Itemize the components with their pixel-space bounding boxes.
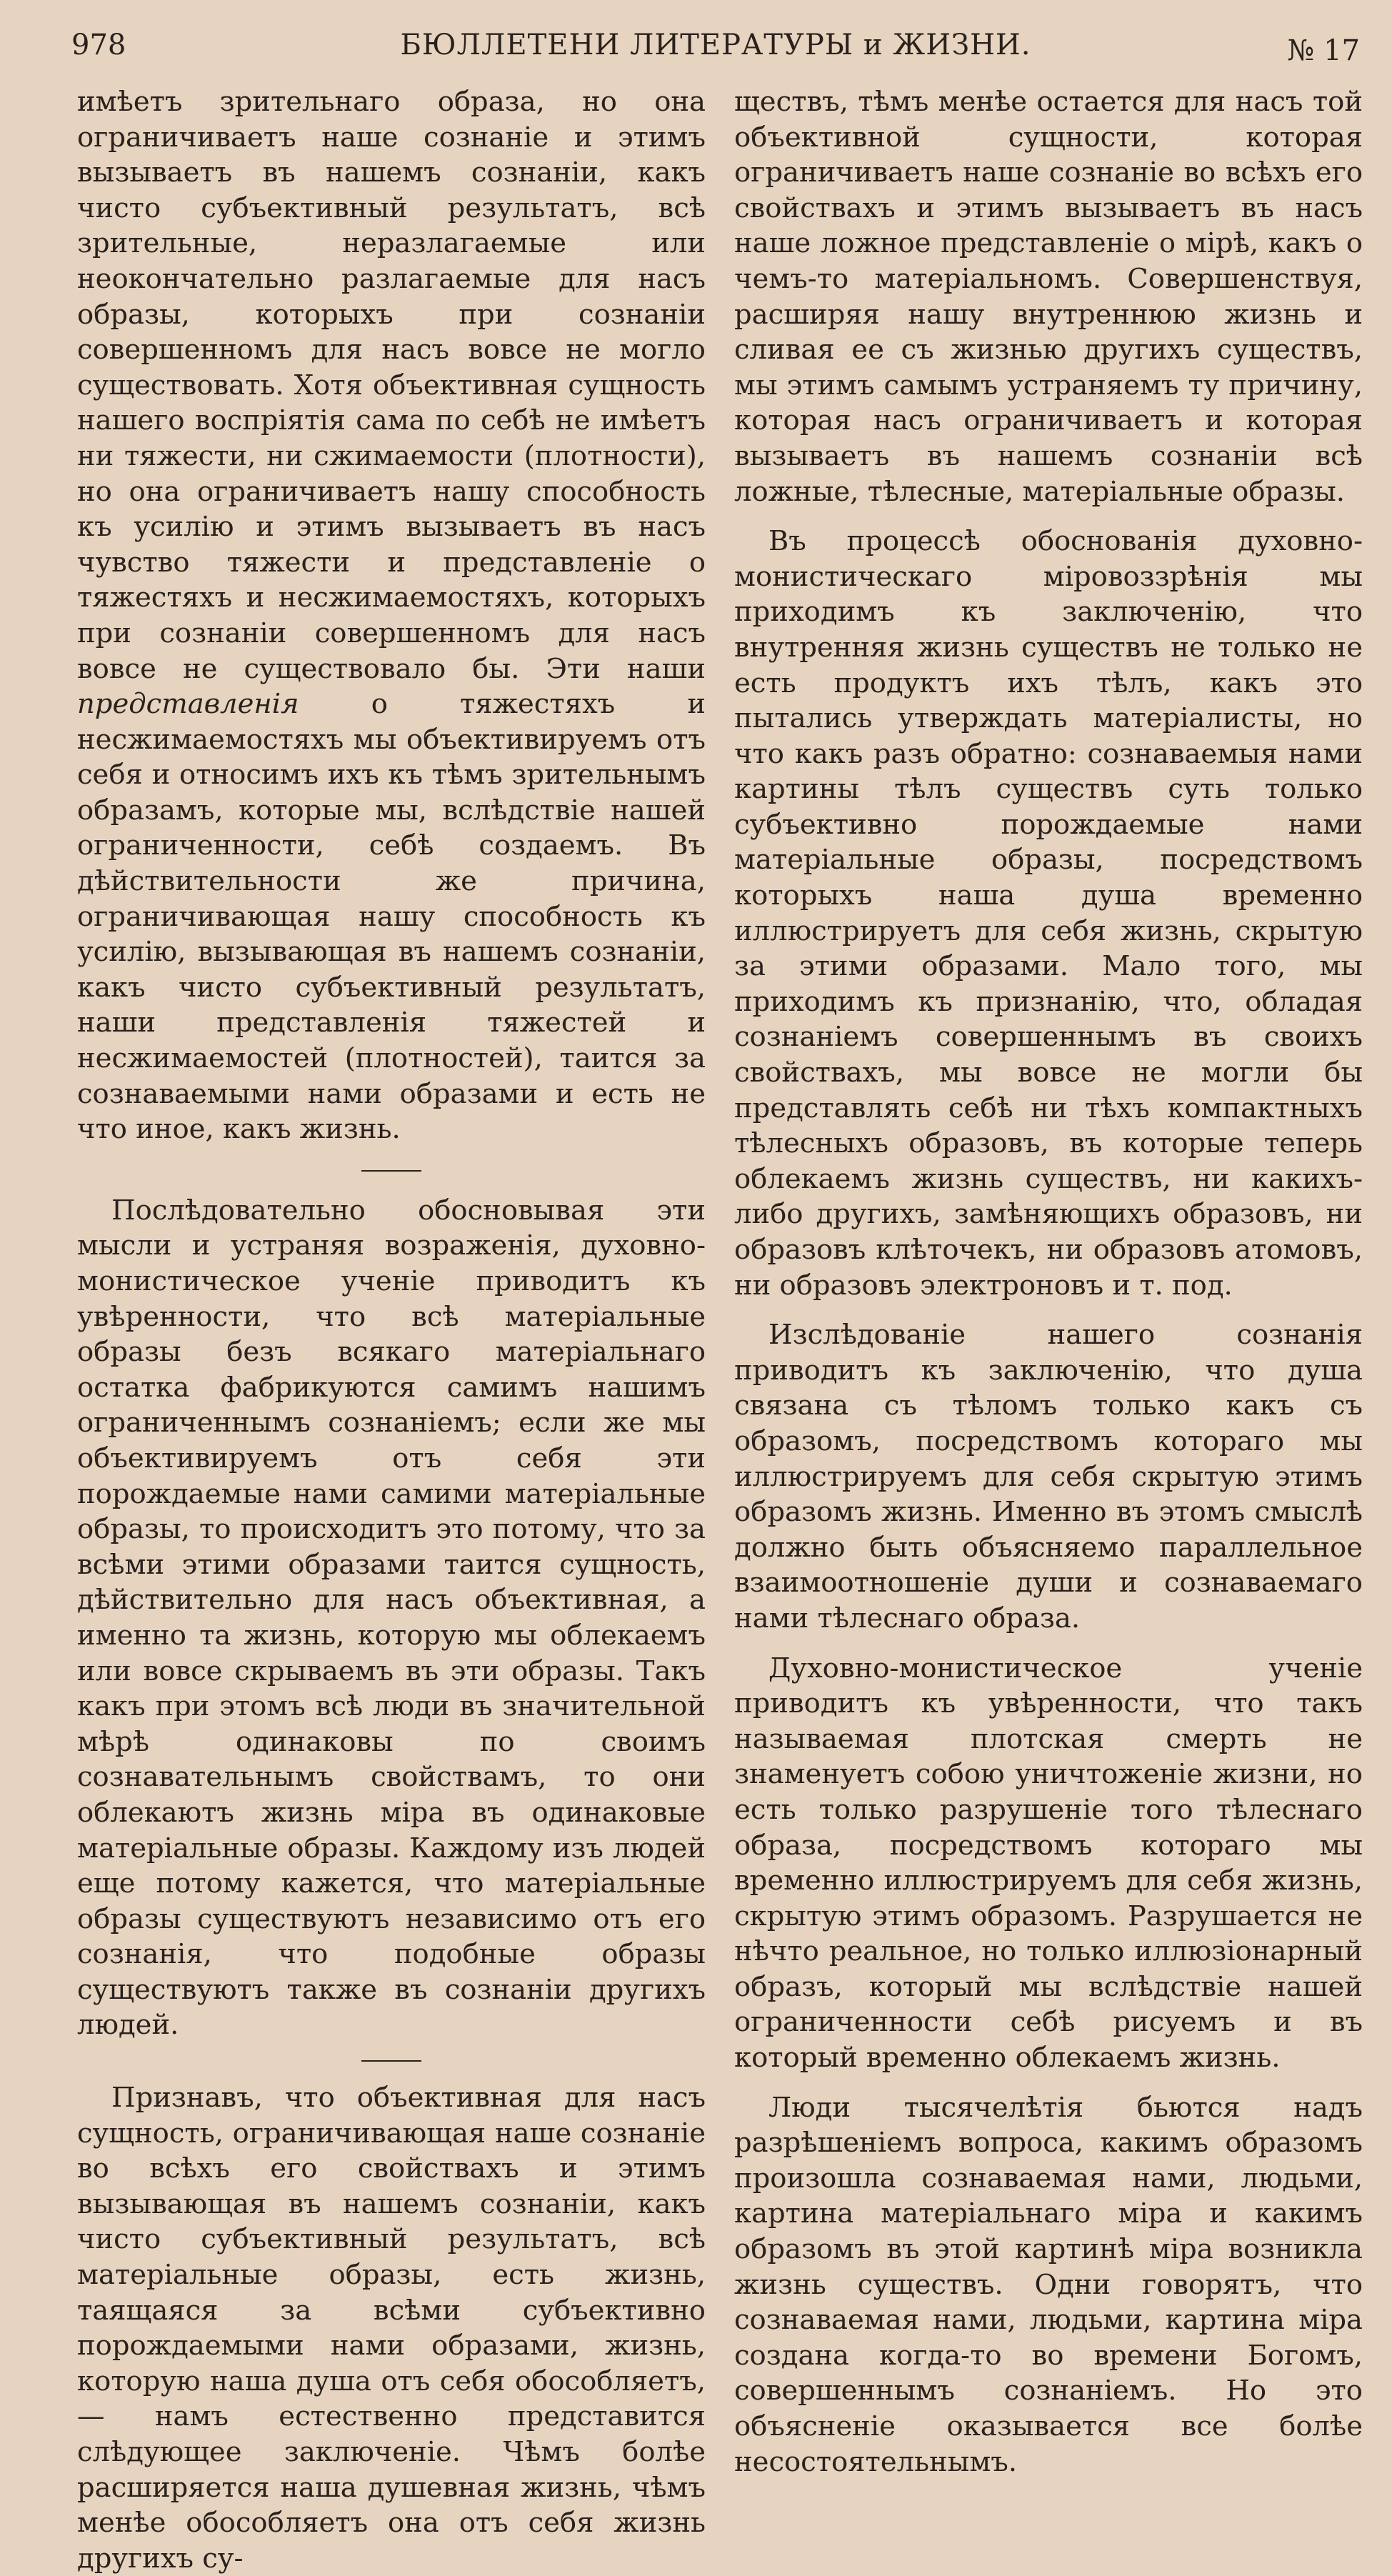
- page-number: 978: [71, 29, 126, 61]
- paragraph: Изслѣдованіе нашего сознанія приводитъ къ заключенію, что душа связана съ тѣломъ только какъ съ образомъ, посредствомъ котораго мы иллюстрируемъ для себя скрытую этимъ образомъ жизнь. Именно въ этомъ смыслѣ должно быть объясняемо параллельное взаимоотношеніе души и сознаваемаго нами тѣлеснаго образа.: [734, 1319, 1363, 1634]
- paragraph: Признавъ, что объективная для насъ сущность, ограничивающая наше сознаніе во всѣхъ его свойствахъ и этимъ вызывающая въ нашемъ сознаніи, какъ чисто субъективный результатъ, всѣ матеріальные образы, есть жизнь, таящаяся за всѣми субъективно порождаемыми нами образами, жизнь, которую наша душа отъ себя обособляетъ,— намъ естественно представится слѣдующее заключеніе. Чѣмъ болѣе расширяется наша душевная жизнь, чѣмъ менѣе обособляетъ она отъ себя жизнь другихъ су-: [77, 2082, 706, 2575]
- paragraph: Въ процессѣ обоснованія духовно-монистическаго міровоззрѣнія мы приходимъ къ заключенію, что внутренняя жизнь существъ не только не есть продуктъ ихъ тѣлъ, какъ это пытались утверждать матеріалисты, но что какъ разъ обратно: сознаваемыя нами картины тѣлъ существъ суть только субъективно порождаемые нами матеріальные образы, посредствомъ которыхъ наша душа временно иллюстрируетъ для себя жизнь, скрытую за этими образами. Мало того, мы приходимъ къ признанію, что, обладая сознаніемъ совершеннымъ въ своихъ свойствахъ, мы вовсе не могли бы представлять себѣ ни тѣхъ компактныхъ тѣлесныхъ образовъ, въ которые теперь облекаемъ жизнь существъ, ни какихъ-либо другихъ, замѣняющихъ образовъ, ни образовъ клѣточекъ, ни образовъ атомовъ, ни образовъ электроновъ и т. под.: [734, 525, 1363, 1302]
- right-column: [734, 84, 1363, 2478]
- paragraph: ществъ, тѣмъ менѣе остается для насъ той объективной сущности, которая ограничиваетъ наше сознаніе во всѣхъ его свойствахъ и этимъ вызываетъ въ насъ наше ложное представленіе о мірѣ, какъ о чемъ-то матеріальномъ. Совершенствуя, расширяя нашу внутреннюю жизнь и сливая ее съ жизнью другихъ существъ, мы этимъ самымъ устраняемъ ту причину, которая насъ ограничиваетъ и которая вызываетъ въ нашемъ сознаніи всѣ ложные, тѣлесные, матеріальные образы.: [734, 86, 1363, 508]
- left-column: [77, 84, 706, 2575]
- issue-number: № 17: [1287, 34, 1360, 67]
- page-header: [71, 20, 1360, 70]
- paragraph: Духовно-монистическое ученіе приводитъ къ увѣренности, что такъ называемая плотская смерть не знаменуетъ собою уничтоженіе жизни, но есть только разрушеніе того тѣлеснаго образа, посредствомъ котораго мы временно иллюстрируемъ для себя жизнь, скрытую этимъ образомъ. Разрушается не нѣчто реальное, но только иллюзіонарный образъ, который мы вслѣдствіе нашей ограниченности себѣ рисуемъ и въ который временно облекаемъ жизнь.: [734, 1652, 1363, 2075]
- section-divider: [361, 2060, 421, 2062]
- emphasis-text: представленія: [77, 688, 299, 721]
- paragraph: Люди тысячелѣтія бьются надъ разрѣшеніемъ вопроса, какимъ образомъ произошла сознаваемая нами, людьми, картина матеріальнаго міра и какимъ образомъ въ этой картинѣ міра возникла жизнь существъ. Одни говорятъ, что сознаваемая нами, людьми, картина міра создана когда-то во времени Богомъ, совершеннымъ сознаніемъ. Но это объясненіе оказывается все болѣе несостоятельнымъ.: [734, 2091, 1363, 2478]
- paragraph: Послѣдовательно обосновывая эти мысли и устраняя возраженія, духовно-монистическое ученіе приводитъ къ увѣренности, что всѣ матеріальные образы безъ всякаго матеріальнаго остатка фабрикуются самимъ нашимъ ограниченнымъ сознаніемъ; если же мы объективируемъ отъ себя эти порождаемые нами самими матеріальные образы, то происходитъ это потому, что за всѣми этими образами таится сущность, дѣйствительно для насъ объективная, а именно та жизнь, которую мы облекаемъ или вовсе скрываемъ въ эти образы. Такъ какъ при этомъ всѣ люди въ значительной мѣрѣ одинаковы по своимъ сознавательнымъ свойствамъ, то они облекаютъ жизнь міра въ одинаковые матеріальные образы. Каждому изъ людей еще потому кажется, что матеріальные образы существуютъ независимо отъ его сознанія, что подобные образы существуютъ также въ сознаніи другихъ людей.: [77, 1194, 706, 2042]
- section-divider: [361, 1170, 421, 1172]
- journal-title: БЮЛЛЕТЕНИ ЛИТЕРАТУРЫ и ЖИЗНИ.: [400, 29, 1031, 61]
- paragraph: имѣетъ зрительнаго образа, но она ограничиваетъ наше сознаніе и этимъ вызываетъ въ нашемъ сознаніи, какъ чисто субъективный результатъ, всѣ зрительные, неразлагаемые или неокончательно разлагаемые для насъ образы, которыхъ при сознаніи совершенномъ для насъ вовсе не могло существовать. Хотя объективная сущность нашего воспріятія сама по себѣ не имѣетъ ни тяжести, ни сжимаемости (плотности), но она ограничиваетъ нашу способность къ усилію и этимъ вызываетъ въ насъ чувство тяжести и представленіе о тяжестяхъ и несжимаемостяхъ, которыхъ при сознаніи совершенномъ для насъ вовсе не существовало бы. Эти наши представленія о тяжестяхъ и несжимаемостяхъ мы объективируемъ отъ себя и относимъ ихъ къ тѣмъ зрительнымъ образамъ, которые мы, вслѣдствіе нашей ограниченности, себѣ создаемъ. Въ дѣйствительности же причина, ограничивающая нашу способность къ усилію, вызывающая въ нашемъ сознаніи, какъ чисто субъективный результатъ, наши представленія тяжестей и несжимаемостей (плотностей), таится за сознаваемыми нами образами и есть не что иное, какъ жизнь.: [77, 86, 706, 1146]
